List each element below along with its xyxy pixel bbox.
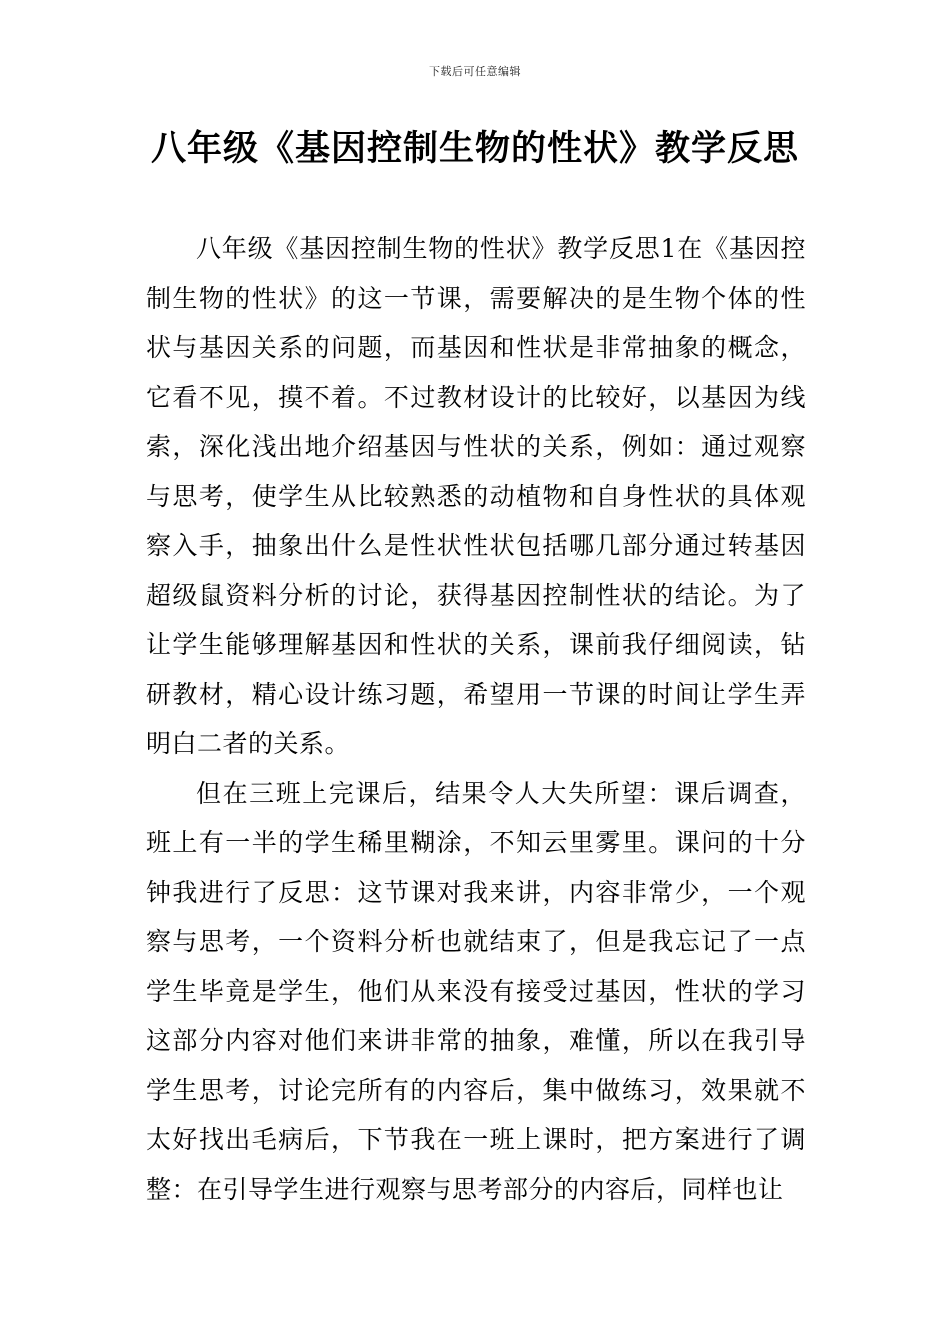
paragraph-1: 八年级《基因控制生物的性状》教学反思1在《基因控制生物的性状》的这一节课，需要解决的是生物个体的性状与基因关系的问题，而基因和性状是非常抽象的概念，它看不见，摸不着。不过教材设计的比较好，以基因为线索，深化浅出地介绍基因与性状的关系，例如：通过观察与思考，使学生从比较熟悉的动植物和自身性状的具体观察入手，抽象出什么是性状性状包括哪几部分通过转基因超级鼠资料分析的讨论，获得基因控制性状的结论。为了让学生能够理解基因和性状的关系，课前我仔细阅读，钻研教材，精心设计练习题，希望用一节课的时间让学生弄明白二者的关系。: [146, 234, 806, 758]
header-note: 下载后可任意编辑: [429, 65, 521, 78]
document-title: 八年级《基因控制生物的性状》教学反思: [150, 129, 799, 169]
paragraph-2: 但在三班上完课后，结果令人大失所望：课后调查，班上有一半的学生稀里糊涂，不知云里雾里。课问的十分钟我进行了反思：这节课对我来讲，内容非常少，一个观察与思考，一个资料分析也就结束了，但是我忘记了一点学生毕竟是学生，他们从来没有接受过基因，性状的学习这部分内容对他们来讲非常的抽象，难懂，所以在我引导学生思考，讨论完所有的内容后，集中做练习，效果就不太好找出毛病后，下节我在一班上课时，把方案进行了调整：在引导学生进行观察与思考部分的内容后，同样也让: [146, 778, 806, 1204]
document-body: [146, 224, 806, 1214]
